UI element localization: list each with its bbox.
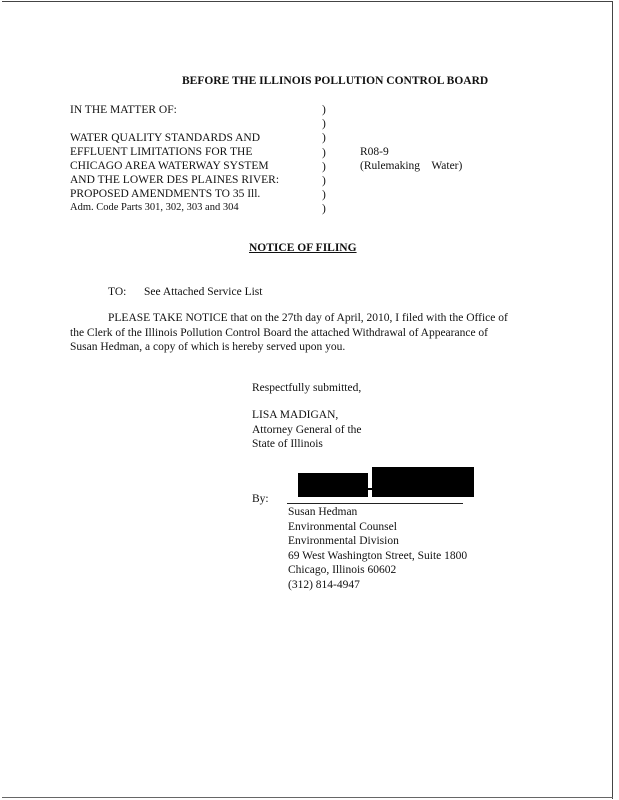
- paren: ): [322, 146, 326, 159]
- page-border-bottom: [2, 797, 613, 798]
- paren: ): [322, 189, 326, 202]
- by-label: By:: [252, 493, 269, 505]
- signatory-line: LISA MADIGAN,: [252, 409, 339, 421]
- caption-line: PROPOSED AMENDMENTS TO 35 Ill.: [70, 188, 261, 200]
- contact-line: Susan Hedman: [288, 506, 358, 518]
- body-line: Susan Hedman, a copy of which is hereby served upon you.: [70, 341, 346, 353]
- paren: ): [322, 174, 326, 187]
- caption-parens: [322, 103, 326, 217]
- caption-line: EFFLUENT LIMITATIONS FOR THE: [70, 146, 253, 158]
- redaction-box: [340, 488, 372, 490]
- paren: ): [322, 160, 326, 173]
- contact-line: 69 West Washington Street, Suite 1800: [288, 549, 468, 562]
- to-label: TO:: [108, 286, 127, 298]
- notice-body: [70, 311, 540, 355]
- body-line: the Clerk of the Illinois Pollution Control Board the attached Withdrawal of Appearance of: [70, 326, 489, 339]
- document-title: BEFORE THE ILLINOIS POLLUTION CONTROL BOARD: [182, 75, 489, 87]
- page-border-right: [612, 1, 613, 799]
- signatory-line: State of Illinois: [252, 438, 323, 450]
- signature-line: [287, 503, 463, 504]
- contact-line: (312) 814-4947: [288, 578, 360, 591]
- to-value: See Attached Service List: [144, 286, 263, 298]
- caption-line: WATER QUALITY STANDARDS AND: [70, 132, 260, 144]
- page-border-top: [2, 1, 613, 2]
- paren: ): [322, 104, 326, 116]
- notice-title: NOTICE OF FILING: [249, 242, 357, 254]
- redaction-box: [372, 467, 474, 497]
- contact-line: Environmental Division: [288, 535, 399, 547]
- signatory-block: [252, 408, 362, 452]
- signatory-line: Attorney General of the: [252, 423, 362, 436]
- caption-line: CHICAGO AREA WATERWAY SYSTEM: [70, 160, 269, 172]
- caption-line: Adm. Code Parts 301, 302, 303 and 304: [70, 202, 239, 213]
- contact-line: Chicago, Illinois 60602: [288, 564, 397, 576]
- redaction-box: [298, 473, 368, 497]
- paren: ): [322, 118, 326, 131]
- case-caption: [70, 131, 279, 215]
- contact-line: Environmental Counsel: [288, 520, 397, 533]
- contact-block: [288, 505, 467, 592]
- docket-type: (Rulemaking Water): [360, 160, 463, 172]
- docket-number: R08-9: [360, 146, 389, 158]
- paren: ): [322, 132, 326, 145]
- matter-label: IN THE MATTER OF:: [70, 104, 177, 116]
- paren: ): [322, 203, 326, 216]
- caption-line: AND THE LOWER DES PLAINES RIVER:: [70, 174, 280, 186]
- closing: Respectfully submitted,: [252, 382, 362, 394]
- body-line: PLEASE TAKE NOTICE that on the 27th day of April, 2010, I filed with the Office of: [108, 312, 508, 324]
